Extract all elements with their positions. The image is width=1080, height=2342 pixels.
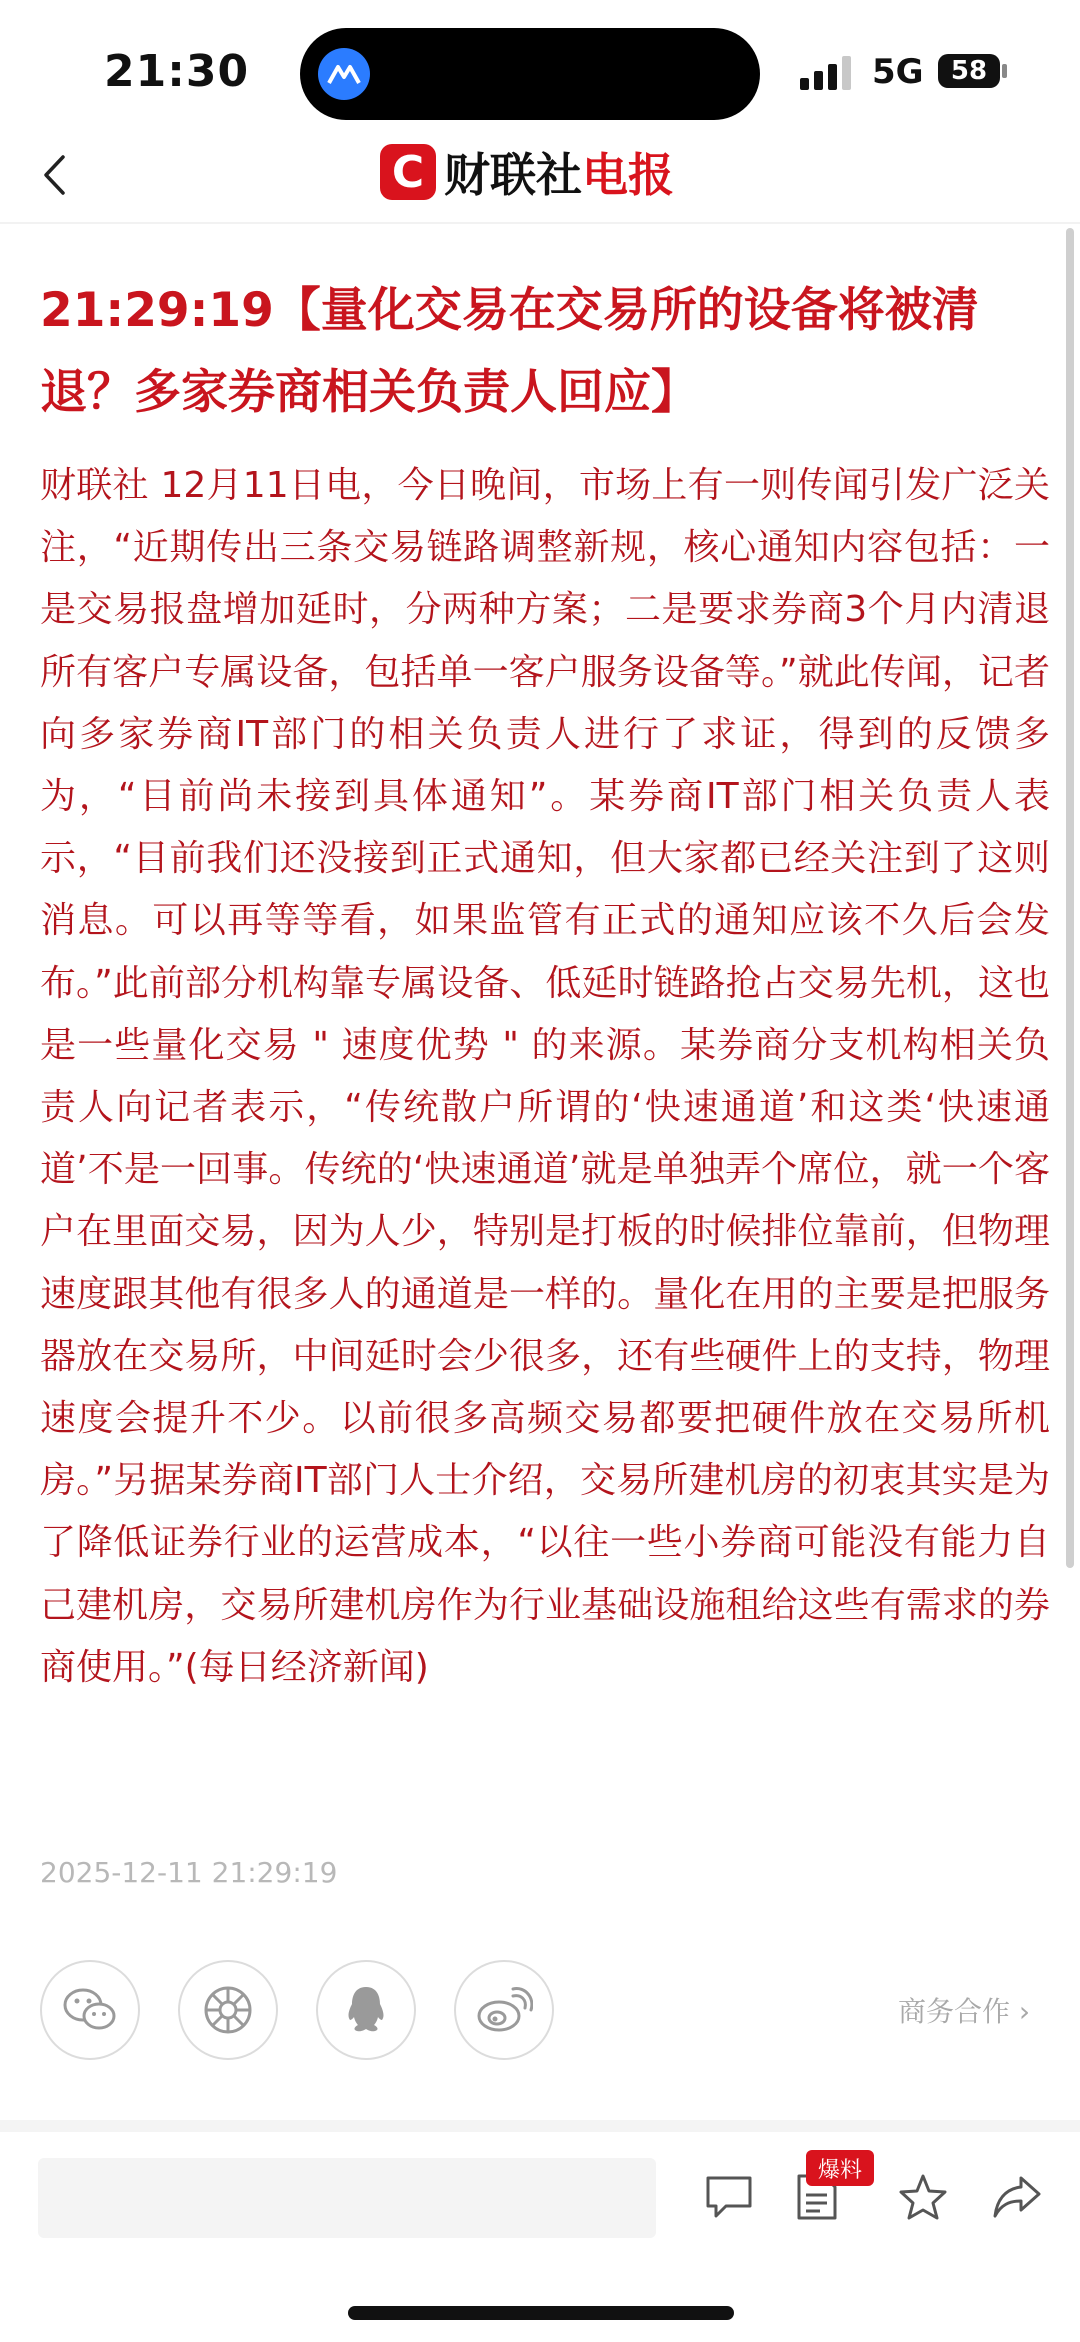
baoliao-badge: 爆料 bbox=[806, 2150, 874, 2186]
section-divider bbox=[0, 2120, 1080, 2132]
share-row bbox=[40, 1960, 592, 2064]
brand-section: 电报 bbox=[582, 148, 674, 202]
battery-tip bbox=[1002, 64, 1007, 78]
status-bar bbox=[0, 0, 1080, 140]
app-header bbox=[0, 140, 1080, 220]
share-weibo-button[interactable] bbox=[454, 1960, 554, 2060]
brand-name: 财联社 bbox=[444, 148, 582, 202]
article-body: 财联社 12月11日电，今日晚间，市场上有一则传闻引发广泛关注，“近期传出三条交易链路调整新规，核心通知内容包括：一是交易报盘增加延时，分两种方案；二是要求券商3个月内清退所有客户专属设备，包括单一客户服务设备等。”就此传闻，记者向多家券商IT部门的相关负责人进行了求证，得到的反馈多为，“目前尚未接到具体通知”。某券商IT部门相关负责人表示，“目前我们还没接到正式通知，但大家都已经关注到了这则消息。可以再等等看，如果监管有正式的通知应该不久后会发布。”此前部分机构靠专属设备、低延时链路抢占交易先机，这也是一些量化交易 " 速度优势 " 的来源。某券商分支机构相关负责人向记者表示，“传统散户所谓的‘快速通道’和这类‘快速通道’不是一回事。传统的‘快速通道’就是单独弄个席位，就一个客户在里面交易，因为人少，特别是打板的时候排位靠前，但物理速度跟其他有很多人的通道是一样的。量化在用的主要是把服务器放在交易所，中间延时会少很多，还有些硬件上的支持，物理速度会提升不少。以前很多高频交易都要把硬件放在交易所机房。”另据某券商IT部门人士介绍，交易所建机房的初衷其实是为了降低证券行业的运营成本，“以往一些小券商可能没有能力自己建机房，交易所建机房作为行业基础设施租给这些有需求的券商使用。”(每日经济新闻) bbox=[40, 465, 1050, 1688]
battery-indicator: 58 bbox=[938, 54, 1000, 88]
business-cooperation-link[interactable]: 商务合作 › bbox=[898, 1995, 1031, 2028]
share-arrow-icon bbox=[991, 2174, 1043, 2220]
star-icon bbox=[898, 2173, 948, 2221]
comment-button[interactable] bbox=[700, 2168, 758, 2226]
brand-logo bbox=[380, 140, 674, 204]
qq-icon bbox=[344, 1984, 388, 2036]
brand-logo-mark: C bbox=[380, 144, 436, 200]
dynamic-island bbox=[300, 28, 760, 120]
share-button[interactable] bbox=[988, 2168, 1046, 2226]
network-type: 5G bbox=[872, 52, 924, 92]
comment-input[interactable] bbox=[38, 2158, 656, 2238]
scrollbar[interactable] bbox=[1066, 228, 1074, 1568]
back-button[interactable] bbox=[42, 140, 92, 210]
favorite-button[interactable] bbox=[894, 2168, 952, 2226]
status-time: 21:30 bbox=[104, 46, 250, 97]
moments-icon bbox=[202, 1984, 254, 2036]
share-moments-button[interactable] bbox=[178, 1960, 278, 2060]
weibo-icon bbox=[475, 1986, 533, 2034]
article-date: 2025-12-11 21:29:19 bbox=[40, 1856, 338, 1889]
wechat-icon bbox=[62, 1986, 118, 2034]
share-qq-button[interactable] bbox=[316, 1960, 416, 2060]
back-arrow-icon bbox=[42, 154, 66, 196]
app-activity-icon bbox=[318, 48, 370, 100]
header-divider bbox=[0, 222, 1080, 224]
share-wechat-button[interactable] bbox=[40, 1960, 140, 2060]
home-indicator bbox=[348, 2306, 734, 2320]
signal-icon bbox=[800, 56, 856, 90]
article-headline: 21:29:19【量化交易在交易所的设备将被清退？多家券商相关负责人回应】 bbox=[40, 283, 979, 420]
comment-icon bbox=[704, 2174, 754, 2220]
